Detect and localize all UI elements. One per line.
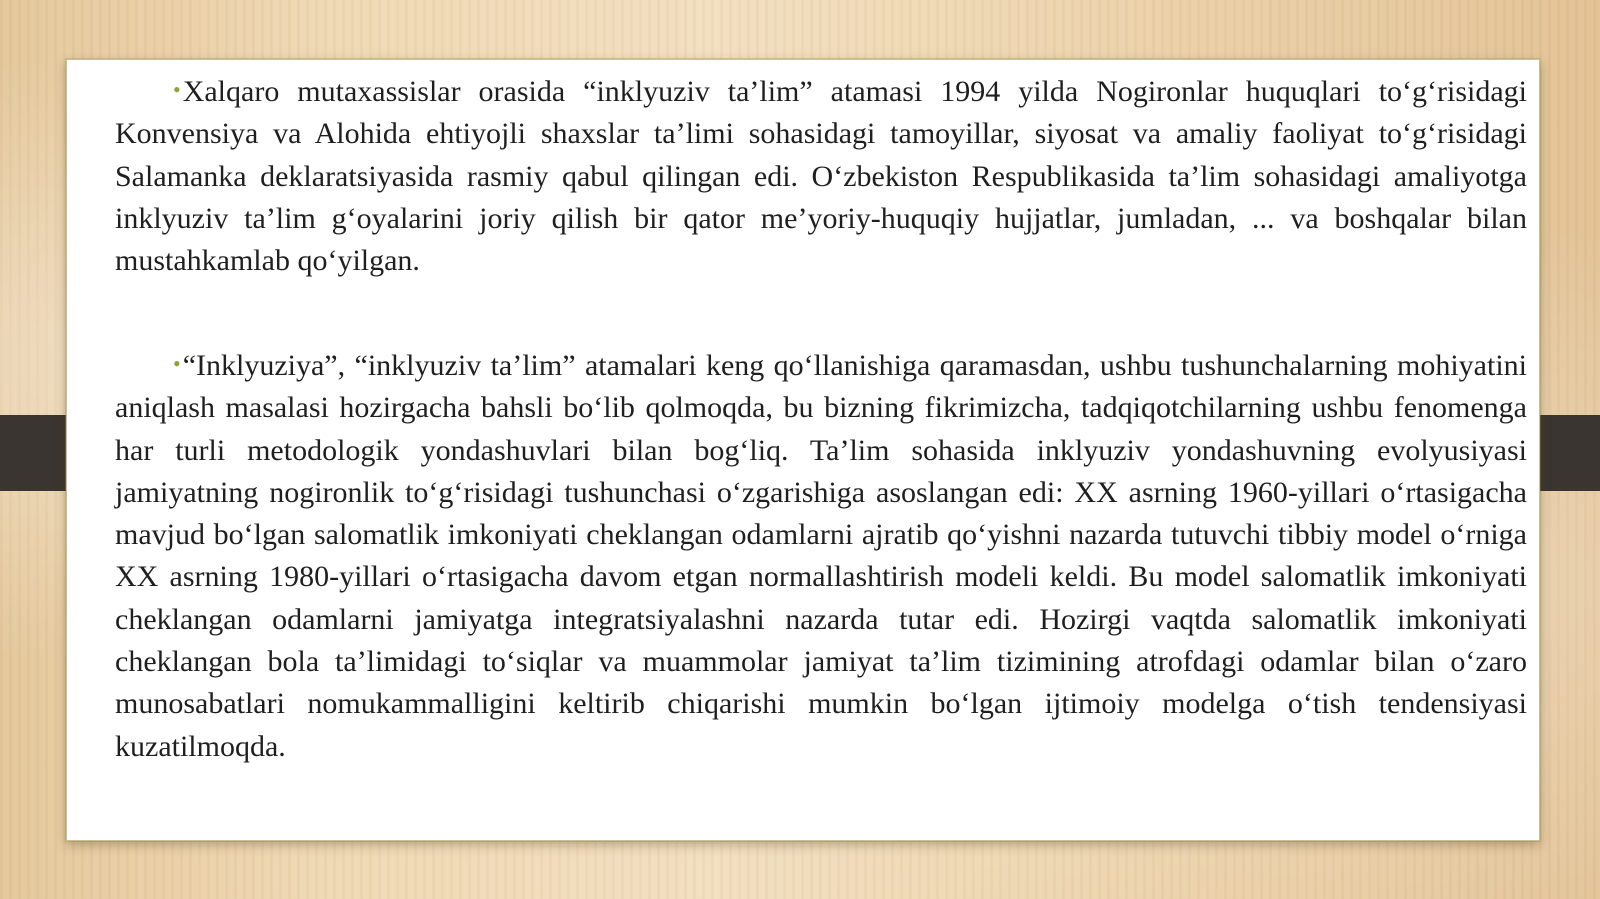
right-decorative-band	[1540, 415, 1600, 491]
paragraph-2-text: “Inklyuziya”, “inklyuziv ta’lim” atamalari keng qo‘llanishiga qaramasdan, ushbu tushunchalarning mohiyatini aniqlash masalasi hozirgacha bahsli bo‘lib qolmoqda, bu bizning fikrimizcha, tadqiqotchilarning ushbu fenomenga har turli metodologik yondashuvlari bilan bog‘liq. Ta’lim sohasida inklyuziv yondashuvning evolyusiyasi jamiyatning nogironlik to‘g‘risidagi tushunchasi o‘zgarishiga asoslangan edi: XX asrning 1960-yillari o‘rtasigacha mavjud bo‘lgan salomatlik imkoniyati cheklangan odamlarni ajratib qo‘yishni nazarda tutuvchi tibbiy model o‘rniga XX asrning 1980-yillari o‘rtasigacha davom etgan normallashtirish modeli keldi. Bu model salomatlik imkoniyati cheklangan odamlarni jamiyatga integratsiyalashni nazarda tutar edi. Hozirgi vaqtda salomatlik imkoniyati cheklangan bola ta’limidagi to‘siqlar va muammolar jamiyat ta’lim tizimining atrofdagi odamlar bilan o‘zaro munosabatlari nomukammalligini keltirib chiqarishi mumkin bo‘lgan ijtimoiy modelga o‘tish tendensiyasi kuzatilmoqda.	[115, 349, 1527, 763]
slide-content-panel	[66, 59, 1540, 841]
bullet-icon: •	[173, 77, 181, 102]
paragraph-2	[115, 343, 1527, 768]
left-decorative-band	[0, 415, 67, 491]
bullet-icon: •	[173, 351, 181, 376]
paragraph-1-text: Xalqaro mutaxassislar orasida “inklyuziv ta’lim” atamasi 1994 yilda Nogironlar huquqlari to‘g‘risidagi Konvensiya va Alohida ehtiyojli shaxslar ta’limi sohasidagi tamoyillar, siyosat va amaliy faoliyat to‘g‘risidagi Salamanka deklaratsiyasida rasmiy qabul qilingan edi. O‘zbekiston Respublikasida ta’lim sohasidagi amaliyotga inklyuziv ta’lim g‘oyalarini joriy qilish bir qator me’yoriy-huquqiy hujjatlar, jumladan, ... va boshqalar bilan mustahkamlab qo‘yilgan.	[115, 75, 1527, 278]
paragraph-1	[115, 69, 1527, 282]
